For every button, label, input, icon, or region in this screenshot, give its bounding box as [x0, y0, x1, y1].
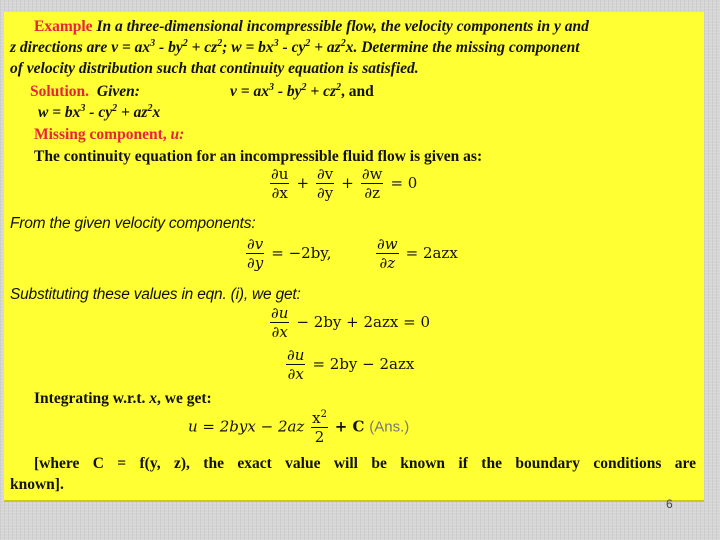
u-result-equation: u = 2byx − 2az $\frac{x^2}{2}$ + C (Ans.): [188, 409, 410, 446]
dv-dy-fraction: $\frac{\partial v}{\partial y}$: [317, 165, 334, 202]
from-given-text: From the given velocity components:: [10, 215, 256, 232]
du-dx-fraction: $\frac{\partial u}{\partial x}$: [271, 165, 289, 202]
substituting-text: Substituting these values in eqn. (i), we get:: [10, 286, 301, 303]
given-v-equation: $v = ax^3 - by^2 + cz^2$, and: [230, 82, 374, 100]
example-line-1: [34, 18, 589, 36]
integrating-text: Integrating w.r.t. x, we get:: [34, 390, 212, 407]
missing-component-heading: Missing component, u:: [34, 126, 185, 143]
solution-line: [30, 83, 140, 101]
continuity-text: The continuity equation for an incompressible fluid flow is given as:: [34, 148, 483, 165]
dw-dz-fraction: $\frac{\partial w}{\partial z}$: [361, 165, 383, 202]
continuity-equation: $\frac{\partial u}{\partial x}$ + $\frac{\partial v}{\partial y}$ + $\frac{\partial w}{\partial z}$ = 0: [271, 165, 418, 202]
dv-dy-equation: $\frac{\partial v}{\partial y}$ = −2by,: [247, 235, 332, 272]
given-w-equation: $w = bx^3 - cy^2 + az^2x$: [38, 103, 161, 121]
substituted-equation: $\frac{\partial u}{\partial x}$ − 2by + 2azx = 0: [271, 304, 430, 341]
du-dx-result-equation: $\frac{\partial u}{\partial x}$ = 2by − 2azx: [287, 346, 415, 383]
where-line-2: known].: [10, 476, 64, 493]
example-label: Example: [34, 18, 93, 35]
page-number: 6: [666, 497, 673, 511]
example-line-2: z directions are $v = ax^3 - by^2 + cz^2$; $w = bx^3 - cy^2 + az^2x$. Determine the missing component: [10, 38, 580, 56]
answer-tag: (Ans.): [369, 418, 410, 436]
where-line-1: [where C = f(y, z), the exact value will be known if the boundary conditions are: [34, 455, 696, 472]
example-line1-text: In a three-dimensional incompressible flow, the velocity components in y and: [96, 18, 589, 35]
solution-label: Solution.: [30, 83, 90, 100]
x-squared-over-two: $\frac{x^2}{2}$: [312, 409, 327, 446]
given-label: Given:: [96, 83, 140, 100]
example-line-3: of velocity distribution such that continuity equation is satisfied.: [10, 60, 419, 77]
dw-dz-equation: $\frac{\partial w}{\partial z}$ = 2azx: [377, 235, 458, 272]
yellow-content-panel: [4, 12, 704, 502]
